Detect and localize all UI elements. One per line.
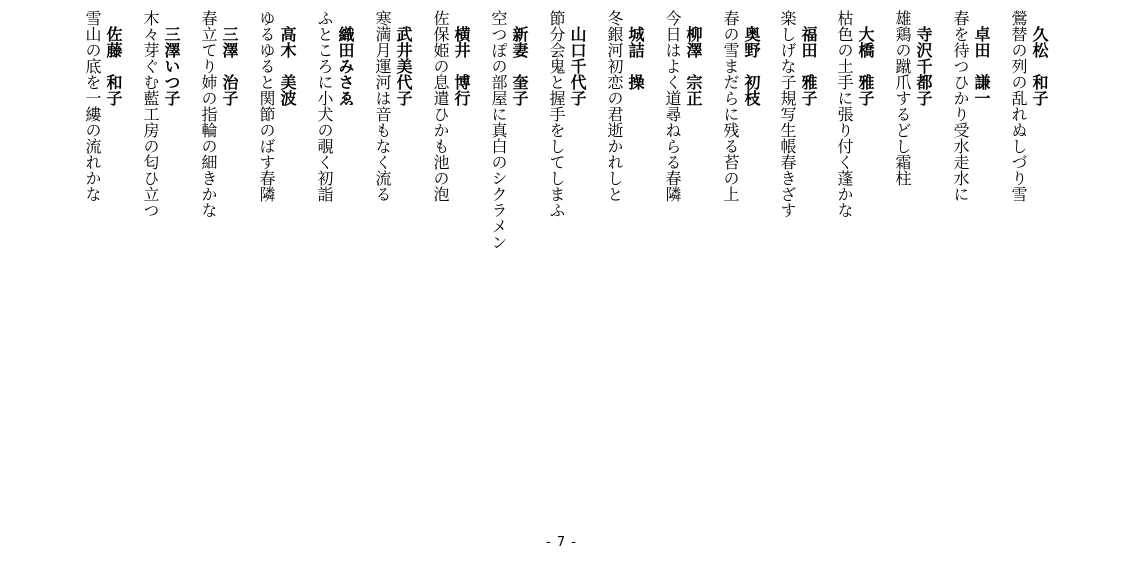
haiku-entry [310, 10, 353, 202]
author-name: 柳澤 宗正 [684, 26, 703, 106]
author-name: 奥野 初枝 [742, 26, 761, 106]
haiku-entry [78, 10, 121, 202]
haiku-text: 寒満月運河は音もなく流る [373, 10, 392, 202]
haiku-entry [658, 10, 701, 202]
haiku-entry [830, 10, 873, 218]
author-name: 横井 博行 [452, 26, 471, 106]
haiku-text: 空つぽの部屋に真白のシクラメン [489, 10, 508, 250]
author-name: 大橋 雅子 [856, 26, 875, 106]
haiku-entry [194, 10, 237, 218]
haiku-entry [888, 10, 931, 186]
haiku-text: 木々芽ぐむ藍工房の匂ひ立つ [141, 10, 160, 218]
author-name: 三澤いつ子 [162, 26, 181, 106]
author-name: 卓田 謙一 [972, 26, 991, 106]
author-name: 織田みさゑ [336, 26, 355, 106]
haiku-text: 今日はよく道尋ねらる春隣 [663, 10, 682, 202]
haiku-text: 楽しげな子規写生帳春きざす [778, 10, 797, 218]
haiku-text: 節分会鬼と握手をしてしまふ [547, 10, 566, 218]
author-name: 高木 美波 [278, 26, 297, 106]
author-name: 久松 和子 [1030, 26, 1049, 106]
haiku-entry [252, 10, 295, 202]
author-name: 山口千代子 [568, 26, 587, 106]
haiku-text: 枯色の土手に張り付く蓬かな [835, 10, 854, 218]
author-name: 新妻 奎子 [510, 26, 529, 106]
haiku-entry [542, 10, 585, 218]
author-name: 城詰 操 [626, 26, 645, 90]
author-name: 武井美代子 [394, 26, 413, 106]
haiku-entry [600, 10, 643, 202]
author-name: 三澤 治子 [220, 26, 239, 106]
haiku-text: ゆるゆると関節のばす春隣 [257, 10, 276, 202]
haiku-text: 春を待つひかり受水走水に [951, 10, 970, 202]
author-name: 福田 雅子 [799, 26, 818, 106]
haiku-text: 春の雪まだらに残る苔の上 [721, 10, 740, 202]
haiku-text: 雄鶏の蹴爪するどし霜柱 [893, 10, 912, 186]
haiku-entry [136, 10, 179, 218]
haiku-entry [1004, 10, 1047, 202]
author-name: 佐藤 和子 [104, 26, 123, 106]
page-number: - 7 - [546, 535, 577, 550]
author-name: 寺沢千都子 [914, 26, 933, 106]
haiku-text: 雪山の底を一縷の流れかな [83, 10, 102, 202]
haiku-entry [773, 10, 816, 218]
haiku-text: ふところに小犬の覗く初詣 [315, 10, 334, 202]
haiku-text: 佐保姫の息遣ひかも池の泡 [431, 10, 450, 202]
haiku-entry [426, 10, 469, 202]
haiku-text: 冬銀河初恋の君逝かれしと [605, 10, 624, 202]
haiku-text: 春立てり姉の指輪の細きかな [199, 10, 218, 218]
haiku-entry [946, 10, 989, 202]
haiku-entry [368, 10, 411, 202]
haiku-entry [484, 10, 527, 250]
haiku-entry [716, 10, 759, 202]
haiku-text: 鶯替の列の乱れぬしづり雪 [1009, 10, 1028, 202]
